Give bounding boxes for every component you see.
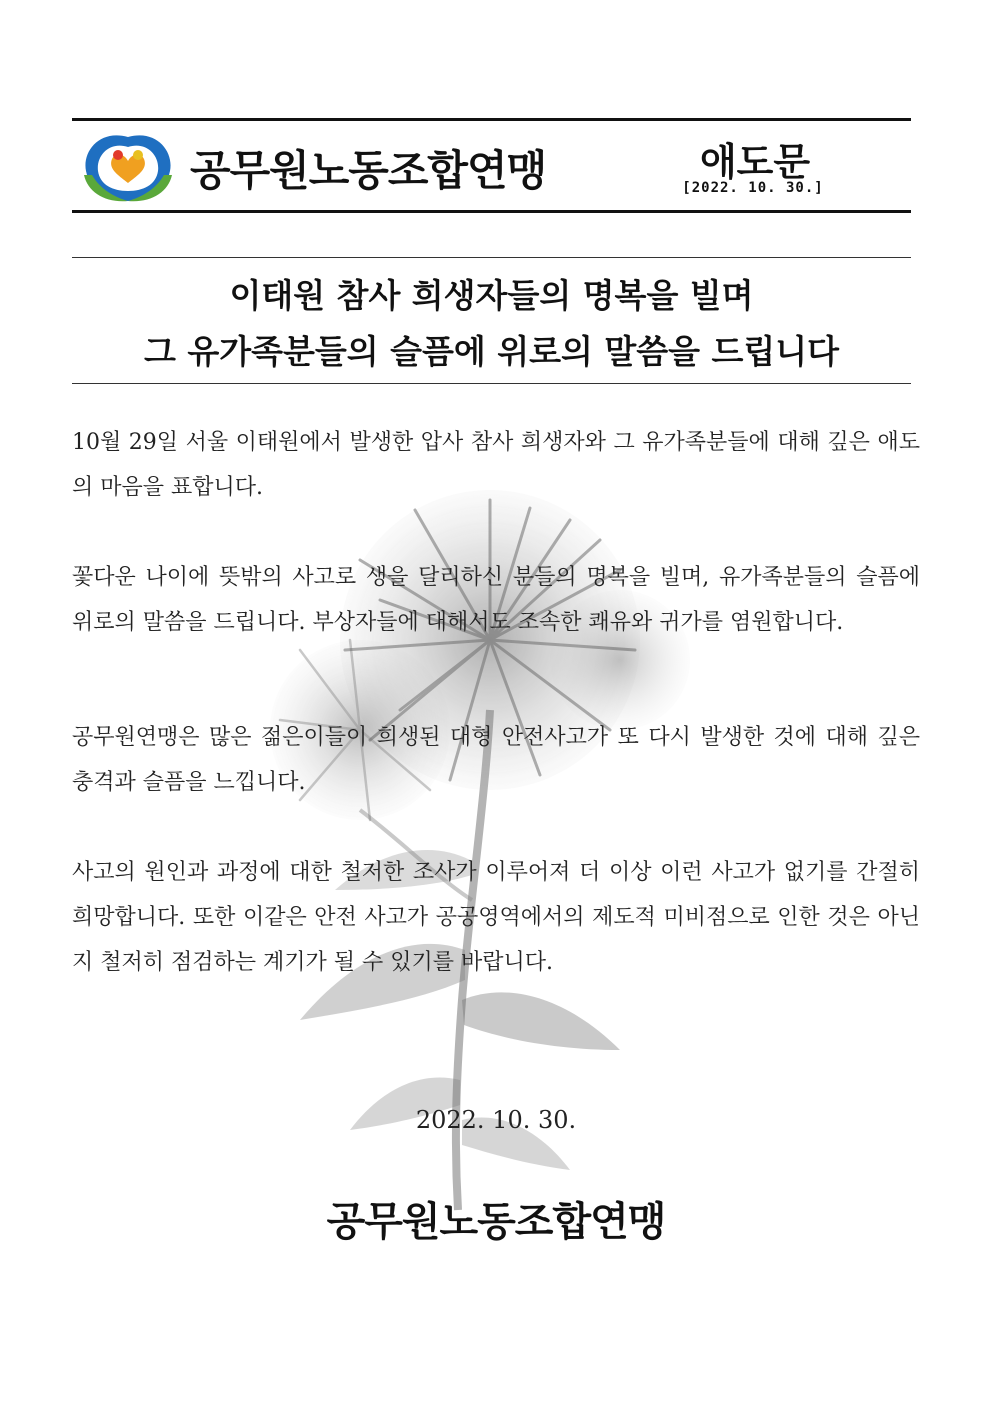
header-top-rule: [72, 118, 911, 121]
body-paragraph-1: 10월 29일 서울 이태원에서 발생한 압사 참사 희생자와 그 유가족분들에 대해 깊은 애도의 마음을 표합니다.: [72, 430, 920, 500]
headline-line-2: 그 유가족분들의 슬픔에 위로의 말씀을 드립니다: [143, 332, 839, 371]
body-paragraph-2: 꽃다운 나이에 뜻밖의 사고로 생을 달리하신 분들의 명복을 빌며, 유가족분들의 슬픔에 위로의 말씀을 드립니다. 부상자들에 대해서도 조속한 쾌유와 귀가를 염원합니다.: [72, 565, 920, 635]
union-logo-icon: [78, 131, 178, 203]
header-bottom-rule: [72, 210, 911, 213]
signature-org-name: 공무원노동조합연맹: [326, 1199, 666, 1245]
headline-bottom-rule: [72, 383, 911, 384]
headline-line-1: 이태원 참사 희생자들의 명복을 빌며: [229, 276, 754, 315]
document-date: [2022. 10. 30.]: [682, 180, 824, 196]
document-type-title: 애도문: [699, 140, 811, 184]
headline-top-rule: [72, 257, 911, 258]
header-org-name: 공무원노동조합연맹: [190, 146, 547, 195]
body-paragraph-3: 공무원연맹은 많은 젊은이들이 희생된 대형 안전사고가 또 다시 발생한 것에 대해 깊은 충격과 슬픔을 느낍니다.: [72, 725, 920, 795]
signature-date: 2022. 10. 30.: [415, 1106, 577, 1134]
body-paragraph-4: 사고의 원인과 과정에 대한 철저한 조사가 이루어져 더 이상 이런 사고가 없기를 간절히 희망합니다. 또한 이같은 안전 사고가 공공영역에서의 제도적 미비점으로 인한 것은 아닌지 철저히 점검하는 계기가 될 수 있기를 바랍니다.: [72, 860, 920, 975]
